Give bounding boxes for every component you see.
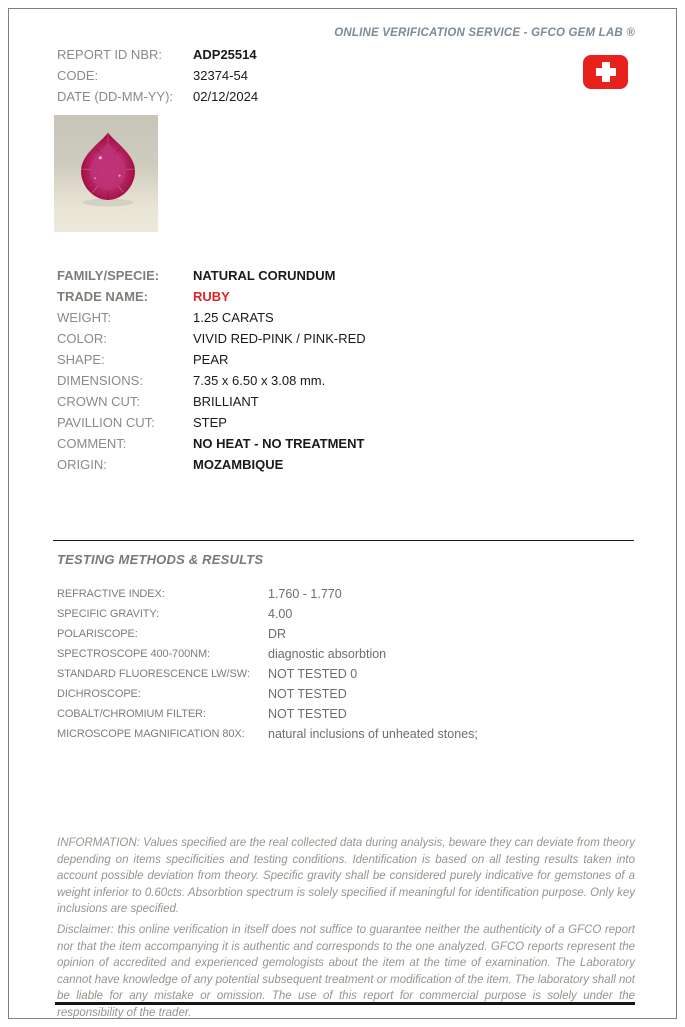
refractive-index-value: 1.760 - 1.770 <box>268 587 342 601</box>
polariscope-row <box>57 624 478 644</box>
fluorescence-value: NOT TESTED 0 <box>268 667 358 681</box>
cobalt-filter-row <box>57 704 478 724</box>
pear-ruby-gem <box>76 127 140 209</box>
dimensions-value: 7.35 x 6.50 x 3.08 mm. <box>193 373 326 388</box>
date-row <box>57 86 258 107</box>
trade-name-row <box>57 286 366 307</box>
section-divider-line <box>53 540 634 541</box>
origin-row <box>57 454 366 475</box>
code-label: CODE: <box>57 68 99 83</box>
crown-cut-label: CROWN CUT: <box>57 394 141 409</box>
cobalt-filter-label: COBALT/CHROMIUM FILTER: <box>57 708 206 720</box>
refractive-index-row <box>57 584 478 604</box>
color-label: COLOR: <box>57 331 107 346</box>
pavillion-cut-value: STEP <box>193 415 227 430</box>
dichroscope-row <box>57 684 478 704</box>
comment-row <box>57 433 366 454</box>
polariscope-label: POLARISCOPE: <box>57 628 138 640</box>
weight-row <box>57 307 366 328</box>
date-value: 02/12/2024 <box>193 89 259 104</box>
family-label: FAMILY/SPECIE: <box>57 268 160 283</box>
page-title: ONLINE VERIFICATION SERVICE - GFCO GEM LAB ® <box>334 27 635 39</box>
fluorescence-label: STANDARD FLUORESCENCE LW/SW: <box>57 668 250 680</box>
shape-value: PEAR <box>193 352 229 367</box>
origin-label: ORIGIN: <box>57 457 107 472</box>
refractive-index-label: REFRACTIVE INDEX: <box>57 588 165 600</box>
trade-name-value: RUBY <box>193 289 230 304</box>
family-row <box>57 265 366 286</box>
weight-label: WEIGHT: <box>57 310 112 325</box>
polariscope-value: DR <box>268 627 287 641</box>
footer-rule-line <box>55 1002 635 1005</box>
fluorescence-row <box>57 664 478 684</box>
comment-value: NO HEAT - NO TREATMENT <box>193 436 365 451</box>
pavillion-cut-row <box>57 412 366 433</box>
specific-gravity-label: SPECIFIC GRAVITY: <box>57 608 160 620</box>
spectroscope-value: diagnostic absorbtion <box>268 647 387 661</box>
color-row <box>57 328 366 349</box>
information-paragraph: INFORMATION: Values specified are the real collected data during analysis, beware they can deviate from theory depending on items specificities and testing conditions. Identification is based on all testing results taken into account possible deviation from theory. Specific gravity shall be considered purely indicative for gemstones of a weight inferior to 0.60cts. Absorbtion spectrum is solely specified if meaningful for identification purpose. Only key inclusions are specified. <box>57 837 635 915</box>
cobalt-filter-value: NOT TESTED <box>268 707 347 721</box>
color-value: VIVID RED-PINK / PINK-RED <box>193 331 366 346</box>
shape-label: SHAPE: <box>57 352 105 367</box>
dichroscope-value: NOT TESTED <box>268 687 347 701</box>
weight-value: 1.25 CARATS <box>193 310 274 325</box>
crown-cut-row <box>57 391 366 412</box>
spectroscope-label: SPECTROSCOPE 400-700NM: <box>57 648 210 660</box>
trade-name-label: TRADE NAME: <box>57 289 148 304</box>
report-id-label: REPORT ID NBR: <box>57 47 162 62</box>
pavillion-cut-label: PAVILLION CUT: <box>57 415 155 430</box>
code-row <box>57 65 258 86</box>
swiss-cross-icon <box>596 68 616 76</box>
gem-photo-image <box>54 115 158 232</box>
microscope-row <box>57 724 478 744</box>
disclaimer-paragraph: Disclaimer: this online verification in itself does not suffice to guarantee neither the authenticity of a GFCO report nor that the item accompanying it is authentic and corresponds to the one analyzed. GFCO reports represent the opinion of accredited and experienced gemologists about the item at the time of examination. The Laboratory cannot have knowledge of any potential subsequent treatment or modification of the item. The laboratory shall not be liable for any mistake or omission. The use of this report for commercial purpose is solely under the responsibility of the trader. <box>57 924 635 1019</box>
report-info-block <box>57 44 258 107</box>
specific-gravity-row <box>57 604 478 624</box>
microscope-label: MICROSCOPE MAGNIFICATION 80X: <box>57 728 245 740</box>
gem-details-block <box>57 265 366 475</box>
comment-label: COMMENT: <box>57 436 127 451</box>
dimensions-row <box>57 370 366 391</box>
swiss-flag-icon <box>583 55 628 89</box>
microscope-value: natural inclusions of unheated stones; <box>268 727 478 741</box>
spectroscope-row <box>57 644 478 664</box>
dimensions-label: DIMENSIONS: <box>57 373 143 388</box>
crown-cut-value: BRILLIANT <box>193 394 259 409</box>
report-id-value: ADP25514 <box>193 47 257 62</box>
shape-row <box>57 349 366 370</box>
origin-value: MOZAMBIQUE <box>193 457 284 472</box>
specific-gravity-value: 4.00 <box>268 607 293 621</box>
code-value: 32374-54 <box>193 68 248 83</box>
report-id-row <box>57 44 258 65</box>
testing-section-title: TESTING METHODS & RESULTS <box>57 552 264 567</box>
dichroscope-label: DICHROSCOPE: <box>57 688 141 700</box>
family-value: NATURAL CORUNDUM <box>193 268 336 283</box>
testing-results-block <box>57 584 478 744</box>
date-label: DATE (DD-MM-YY): <box>57 89 174 104</box>
